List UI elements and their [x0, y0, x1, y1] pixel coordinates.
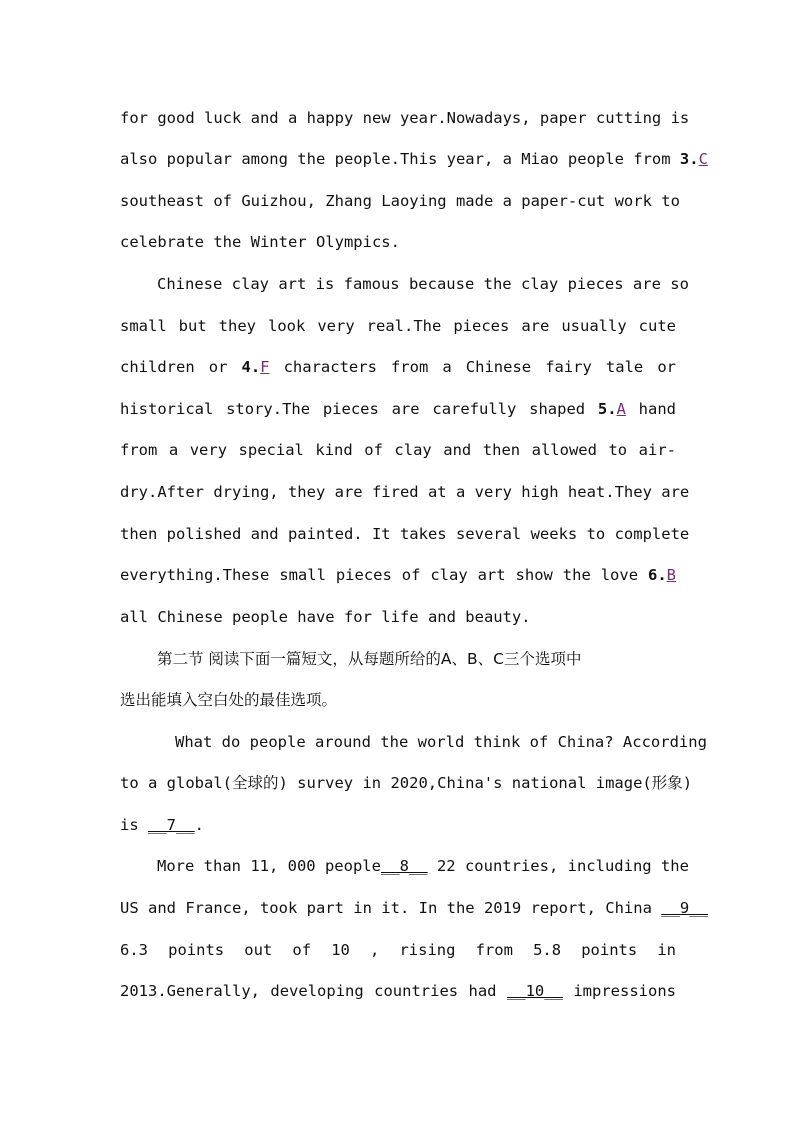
para2-line7: then polished and painted. It takes several weeks to complete	[120, 525, 690, 543]
para2-line8-pre: everything.These small pieces of clay art show the love	[120, 566, 648, 584]
passage-line5-pre: US and France, took part in it. In the 2019 report, China	[120, 899, 662, 917]
para2-line9: all Chinese people have for life and beauty.	[120, 608, 531, 626]
question-6-answer: B	[666, 566, 676, 584]
para2-line5: from a very special kind of clay and then allowed to air-	[120, 441, 676, 459]
para1-line4: celebrate the Winter Olympics.	[120, 233, 400, 251]
blank-10: __10__	[506, 982, 563, 1000]
blank-7: __7__	[148, 816, 195, 834]
para2-line2: small but they look very real.The pieces are usually cute	[120, 317, 676, 335]
section2-heading: 第二节 阅读下面一篇短文，从每题所给的A、B、C三个选项中	[157, 650, 582, 668]
passage-line7	[120, 981, 676, 1001]
para2-line3-post: characters from a Chinese fairy tale or	[269, 358, 676, 376]
passage-line4-pre: More than 11, 000 people	[157, 857, 381, 875]
blank-9: __9__	[661, 899, 708, 917]
passage-line3-pre: is	[120, 816, 148, 834]
question-3-answer: C	[698, 150, 708, 168]
passage-line3	[120, 815, 676, 835]
passage-line7-pre: 2013.Generally, developing countries had	[120, 982, 507, 1000]
blank-8: __8__	[380, 857, 428, 875]
question-4-number: 4.	[241, 358, 261, 376]
passage-line4	[157, 856, 689, 876]
passage-line7-post: impressions	[562, 982, 677, 1000]
para1-line1: for good luck and a happy new year.Nowadays, paper cutting is	[120, 109, 690, 127]
passage-line5	[120, 898, 708, 918]
para2-line6: dry.After drying, they are fired at a very high heat.They are	[120, 483, 690, 501]
para1-line3: southeast of Guizhou, Zhang Laoying made a paper-cut work to	[120, 192, 680, 210]
para1-line2-text: also popular among the people.This year, a Miao people from	[120, 150, 680, 168]
para2-line8	[120, 565, 676, 585]
para2-line1: Chinese clay art is famous because the clay pieces are so	[157, 275, 689, 293]
question-3-number: 3.	[679, 150, 699, 168]
passage-line3-post: .	[194, 816, 205, 834]
para2-line3	[120, 357, 676, 377]
passage-line4-post: 22 countries, including the	[427, 857, 689, 875]
para2-line4-pre: historical story.The pieces are carefully shaped	[120, 400, 598, 418]
question-4-answer: F	[260, 358, 270, 376]
section2-instruction: 选出能填入空白处的最佳选项。	[120, 691, 338, 709]
para1-line2	[120, 149, 708, 169]
para2-line4-post: hand	[625, 400, 676, 418]
passage-line6: 6.3 points out of 10 , rising from 5.8 points in	[120, 941, 676, 959]
para2-line3-pre: children or	[120, 358, 242, 376]
passage-line1: What do people around the world think of China? According	[175, 733, 707, 751]
para2-line4	[120, 399, 676, 419]
question-6-number: 6.	[647, 566, 667, 584]
question-5-number: 5.	[597, 400, 617, 418]
passage-line2: to a global(全球的) survey in 2020,China's national image(形象)	[120, 774, 693, 792]
question-5-answer: A	[616, 400, 626, 418]
